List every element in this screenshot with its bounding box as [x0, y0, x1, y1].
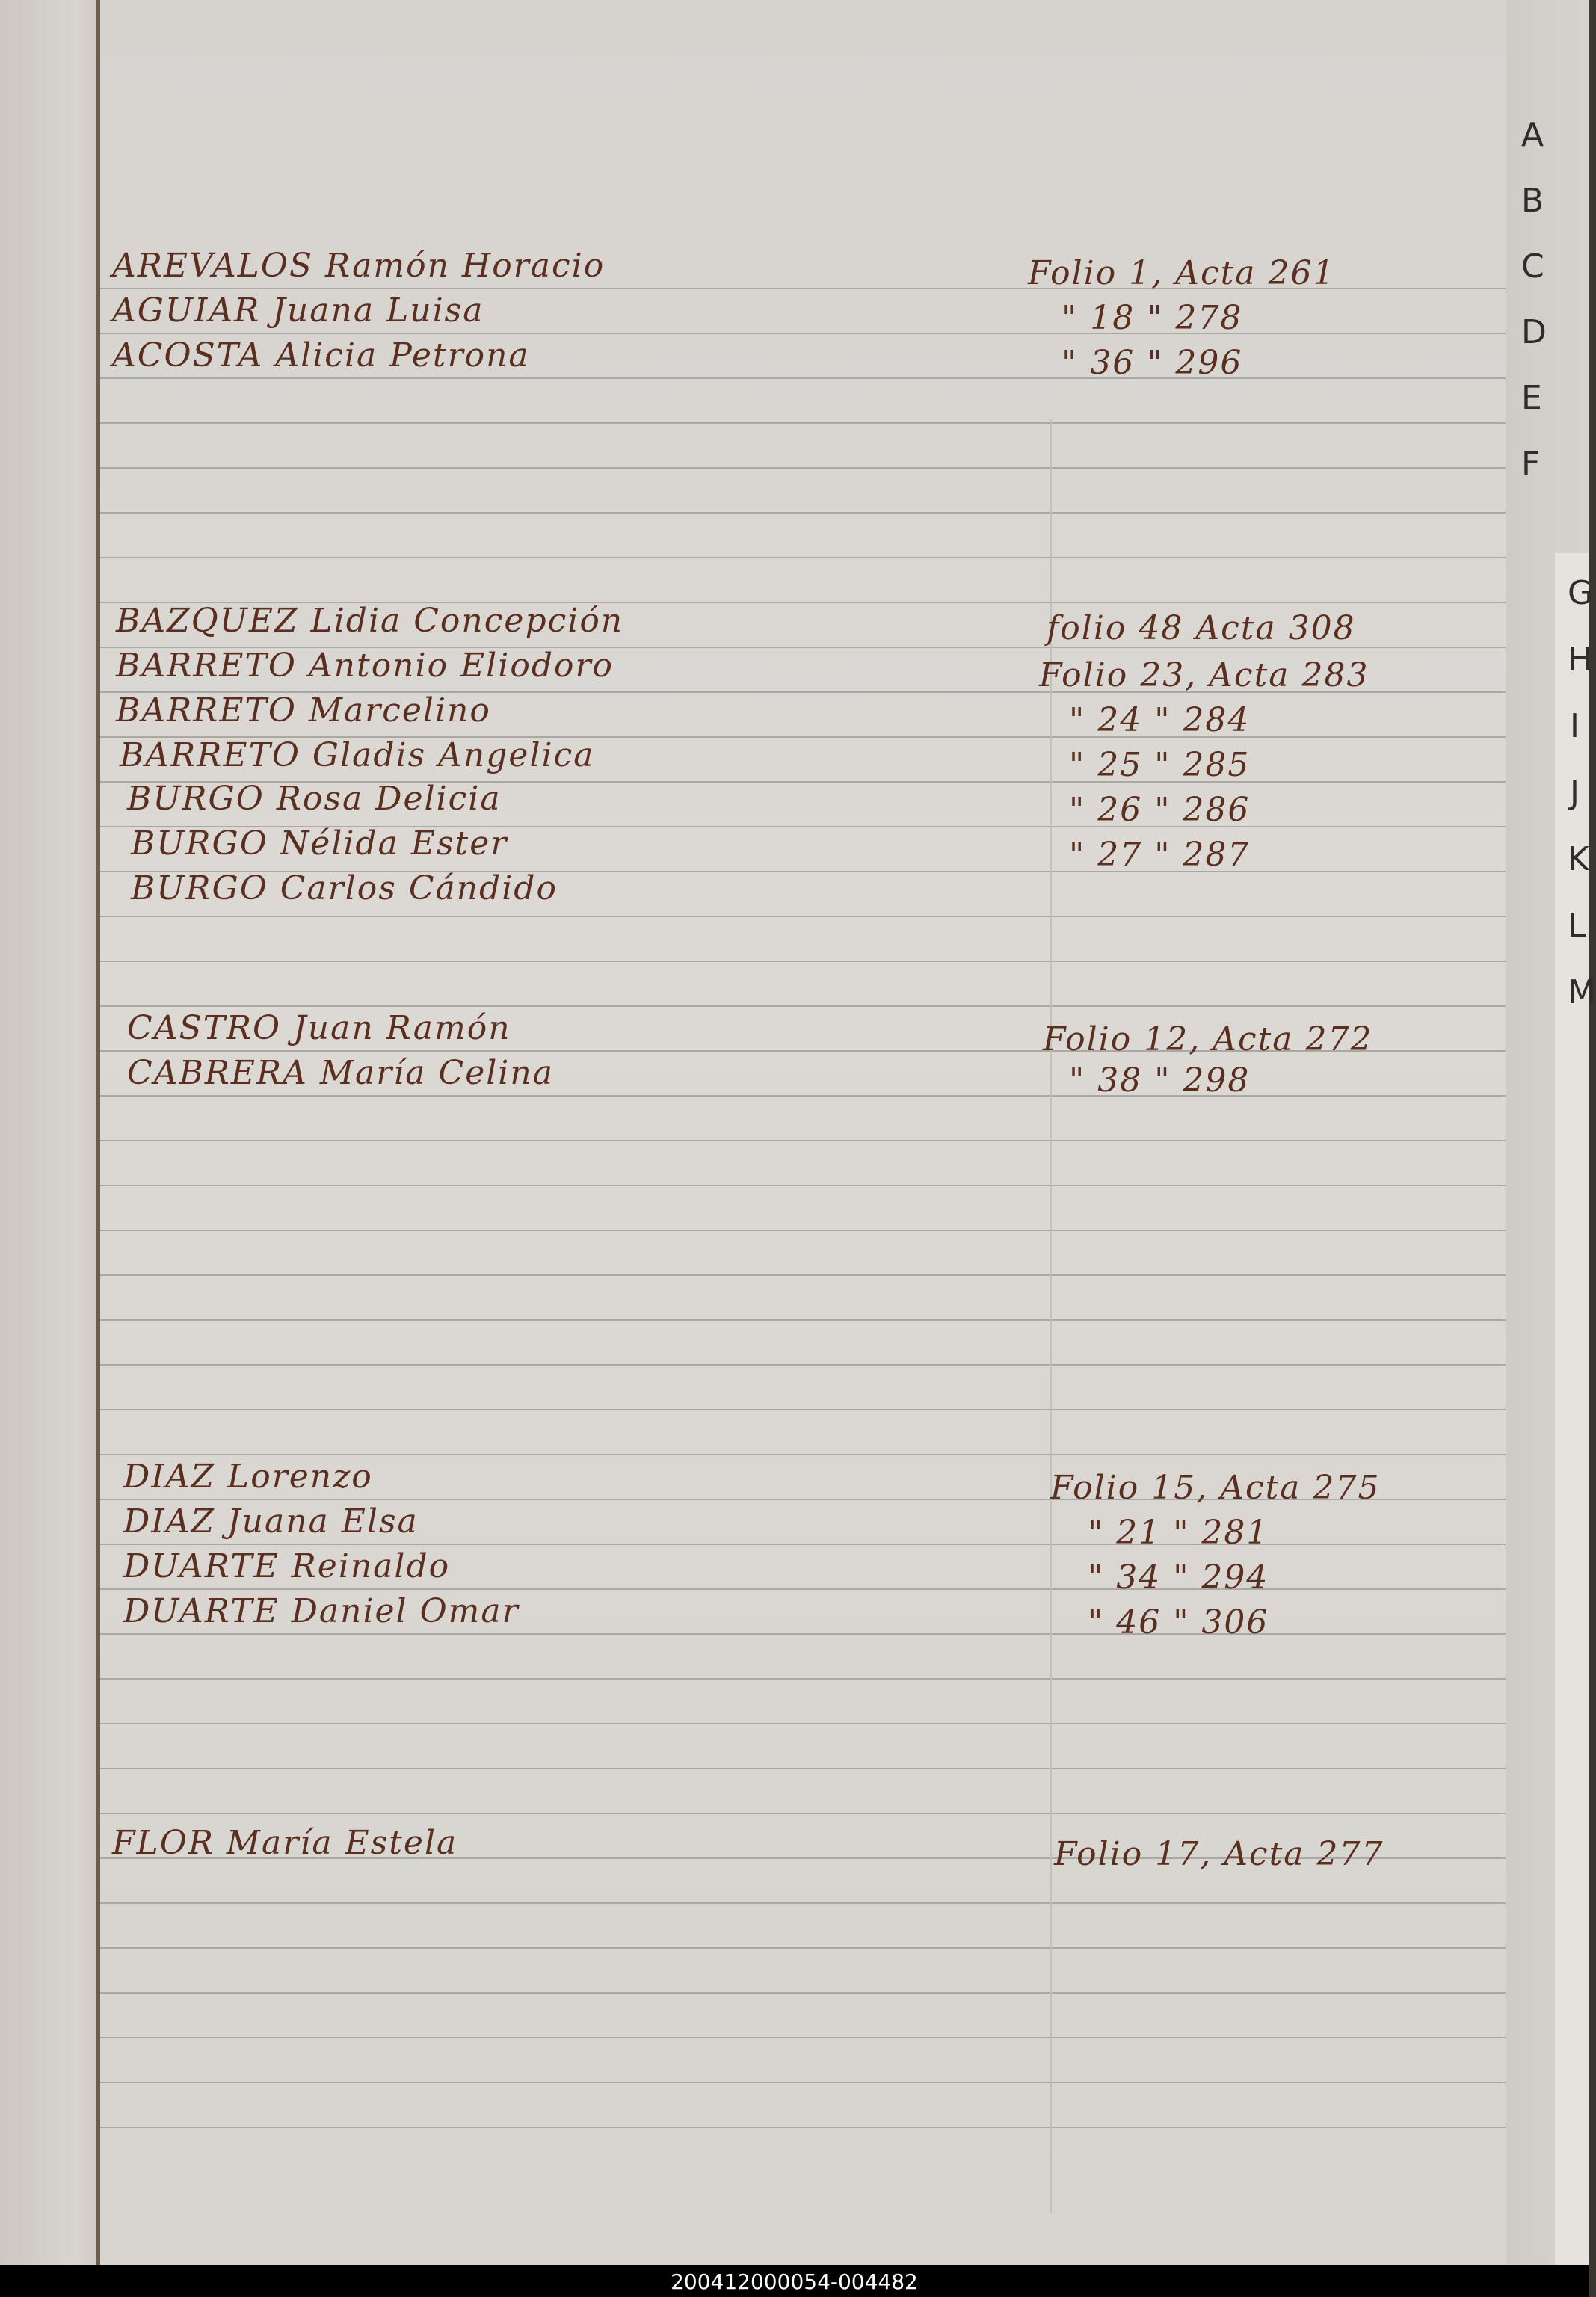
entry-reference: " 38 " 298: [1069, 1061, 1251, 1100]
entry-name: BURGO Nélida Ester: [131, 824, 508, 863]
ruled-line: [100, 1902, 1506, 1904]
entry-name: BARRETO Marcelino: [116, 691, 491, 730]
left-page-edge: [0, 0, 97, 2265]
ruled-line: [100, 1947, 1506, 1949]
index-tab-h[interactable]: H: [1568, 641, 1593, 679]
ruled-line: [100, 2037, 1506, 2038]
ruled-line: [100, 557, 1506, 558]
entry-name: AREVALOS Ramón Horacio: [112, 247, 606, 285]
index-tab-k[interactable]: K: [1568, 840, 1589, 878]
entry-reference: Folio 15, Acta 275: [1050, 1469, 1381, 1507]
entry-name: BARRETO Antonio Eliodoro: [116, 647, 614, 685]
index-tab-l[interactable]: L: [1568, 907, 1586, 945]
archive-id-label: 200412000054-004482: [671, 2269, 918, 2294]
index-tab-b[interactable]: B: [1521, 182, 1544, 220]
entry-name: ACOSTA Alicia Petrona: [112, 336, 530, 374]
index-tab-j[interactable]: J: [1570, 774, 1580, 812]
entry-reference: " 25 " 285: [1069, 746, 1251, 784]
entry-name: BAZQUEZ Lidia Concepción: [116, 602, 624, 640]
entry-name: CABRERA María Celina: [127, 1054, 554, 1092]
entry-name: DIAZ Lorenzo: [123, 1458, 373, 1496]
index-tab-m[interactable]: M: [1568, 973, 1596, 1011]
ruled-line: [100, 1319, 1506, 1321]
index-tab-e[interactable]: E: [1521, 379, 1542, 417]
entry-name: FLOR María Estela: [112, 1824, 458, 1862]
ruled-line: [100, 2127, 1506, 2128]
ruled-line: [100, 1409, 1506, 1410]
entry-reference: " 34 " 294: [1088, 1558, 1269, 1597]
entry-reference: Folio 1, Acta 261: [1028, 254, 1336, 292]
ruled-line: [100, 1095, 1506, 1097]
ruled-line: [100, 377, 1506, 379]
entry-reference: Folio 12, Acta 272: [1043, 1020, 1373, 1058]
ruled-line: [100, 1723, 1506, 1724]
entry-reference: " 46 " 306: [1088, 1603, 1269, 1641]
ruled-line: [100, 422, 1506, 424]
index-tab-f[interactable]: F: [1521, 445, 1541, 483]
ruled-line: [100, 1454, 1506, 1455]
ruled-line: [100, 1140, 1506, 1141]
entry-name: BARRETO Gladis Angelica: [120, 736, 595, 774]
ruled-line: [100, 333, 1506, 334]
index-tab-i[interactable]: I: [1570, 707, 1580, 745]
ruled-line: [100, 1544, 1506, 1545]
ruled-line: [100, 1813, 1506, 1814]
ruled-line: [100, 1364, 1506, 1366]
ruled-line: [100, 961, 1506, 962]
entry-name: AGUIAR Juana Luisa: [112, 292, 484, 330]
entry-reference: Folio 23, Acta 283: [1039, 656, 1369, 694]
entry-reference: " 18 " 278: [1062, 299, 1243, 337]
entry-reference: Folio 17, Acta 277: [1054, 1835, 1384, 1873]
entry-name: CASTRO Juan Ramón: [127, 1009, 511, 1047]
ruled-line: [100, 1274, 1506, 1276]
entry-reference: " 36 " 296: [1062, 344, 1243, 382]
entry-name: DUARTE Reinaldo: [123, 1547, 451, 1585]
ruled-line: [100, 1005, 1506, 1007]
entry-name: DIAZ Juana Elsa: [123, 1502, 419, 1541]
entry-reference: folio 48 Acta 308: [1047, 609, 1356, 647]
ruled-line: [100, 467, 1506, 469]
ruled-line: [100, 1588, 1506, 1590]
index-tab-g[interactable]: G: [1568, 574, 1594, 612]
entry-name: DUARTE Daniel Omar: [123, 1592, 520, 1630]
ruled-line: [100, 512, 1506, 514]
entry-name: BURGO Rosa Delicia: [127, 780, 502, 818]
index-tab-d[interactable]: D: [1521, 313, 1547, 351]
entry-reference: " 24 " 284: [1069, 701, 1251, 739]
index-tab-a[interactable]: A: [1521, 116, 1544, 154]
ruled-line: [100, 1230, 1506, 1231]
entry-reference: " 21 " 281: [1088, 1514, 1269, 1552]
ruled-line: [100, 1185, 1506, 1186]
ruled-line: [100, 1633, 1506, 1635]
ruled-line: [100, 1992, 1506, 1994]
entry-reference: " 26 " 286: [1069, 791, 1251, 829]
entry-name: BURGO Carlos Cándido: [131, 869, 558, 907]
ruled-line: [100, 916, 1506, 917]
ruled-line: [100, 1768, 1506, 1769]
index-tab-c[interactable]: C: [1521, 247, 1544, 286]
entry-reference: " 27 " 287: [1069, 836, 1251, 874]
ruled-line: [100, 1678, 1506, 1680]
ruled-line: [100, 2082, 1506, 2083]
